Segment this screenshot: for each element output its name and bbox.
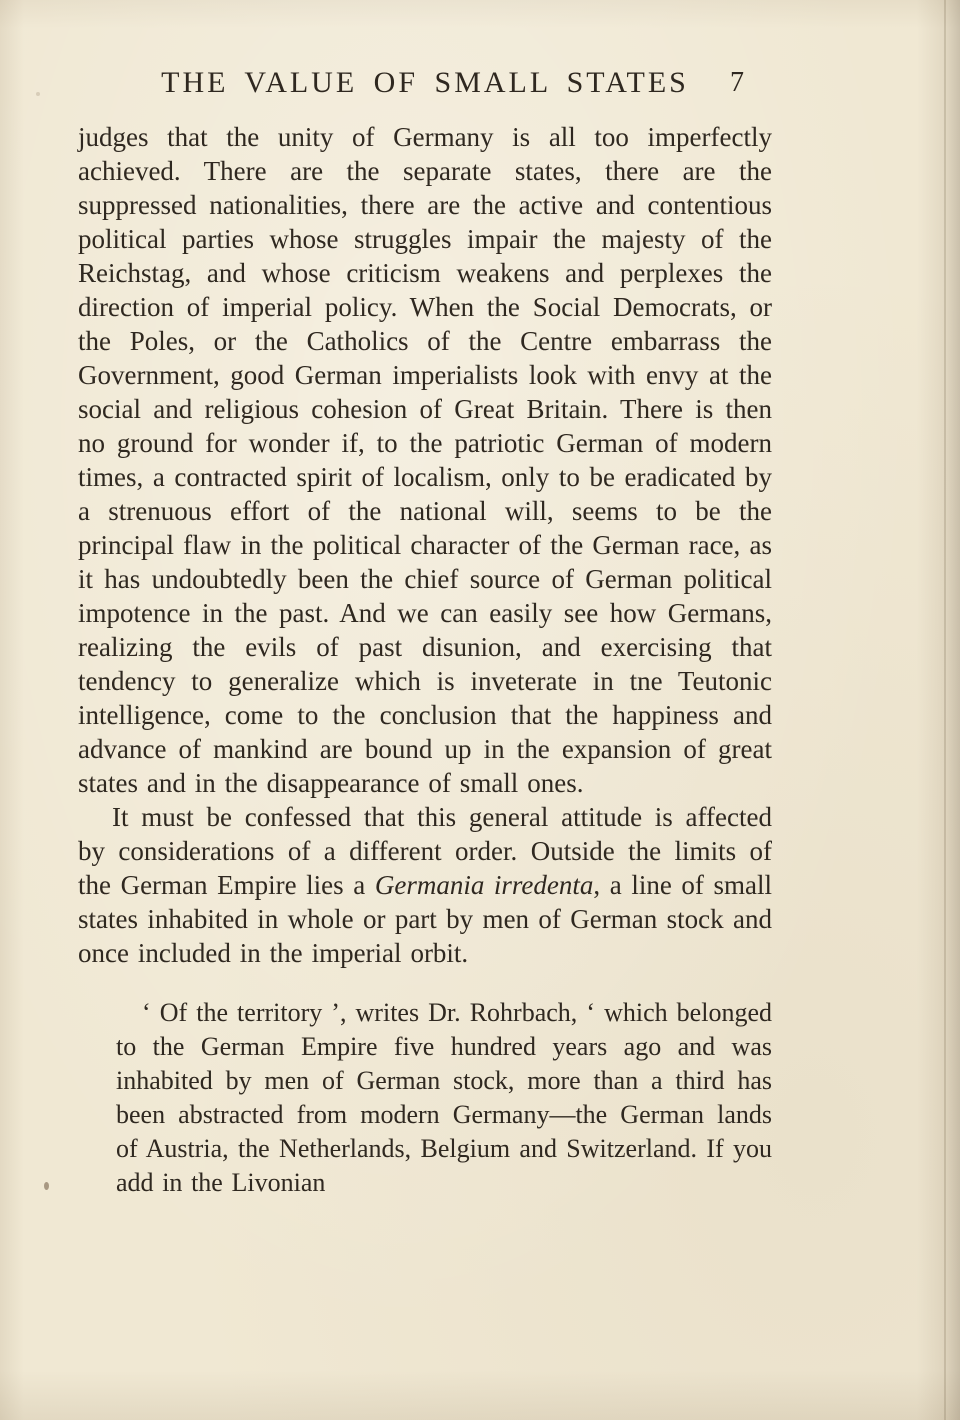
paper-blemish [44, 1182, 49, 1190]
paragraph [78, 800, 772, 970]
paragraph-text: It must be confessed that this general attitude is affected by considerations of a different order. Outside the limits of the German Empire lies a [78, 802, 772, 900]
italic-phrase: Germania irredenta [374, 870, 594, 900]
paper-blemish [36, 92, 40, 96]
page-header [78, 66, 772, 106]
page-edge-shadow [944, 0, 946, 1420]
running-title: THE VALUE OF SMALL STATES [161, 66, 689, 99]
paragraph-text: , a line of small states inhabited in whole or part by men of German stock and once included in the imperial orbit. [78, 870, 772, 968]
text-block [78, 120, 772, 1200]
paragraph-continuation: judges that the unity of Germany is all too imperfectly achieved. There are the separate states, there are the suppressed nationalities, there are the active and contentious political parties whose struggles impair the majesty of the Reichstag, and whose criticism weakens and perplexes the direction of imperial policy. When the Social Democrats, or the Poles, or the Catholics of the Centre embarrass the Government, good German imperialists look with envy at the social and religious cohesion of Great Britain. There is then no ground for wonder if, to the patriotic German of modern times, a contracted spirit of localism, only to be eradicated by a strenuous effort of the national will, seems to be the principal flaw in the political character of the German race, as it has undoubtedly been the chief source of German political impotence in the past. And we can easily see how Germans, realizing the evils of past disunion, and exercising that tendency to generalize which is inveterate in tne Teutonic intelligence, come to the conclusion that the happiness and advance of mankind are bound up in the expansion of great states and in the disappearance of small ones. [78, 122, 772, 798]
page-number: 7 [730, 67, 744, 98]
block-quote: ‘ Of the territory ’, writes Dr. Rohrbach, ‘ which belonged to the German Empire five hundred years ago and was inhabited by men of German stock, more than a third has been abstracted from modern Germany—the German lands of Austria, the Netherlands, Belgium and Switzerland. If you add in the Livonian [116, 998, 772, 1197]
